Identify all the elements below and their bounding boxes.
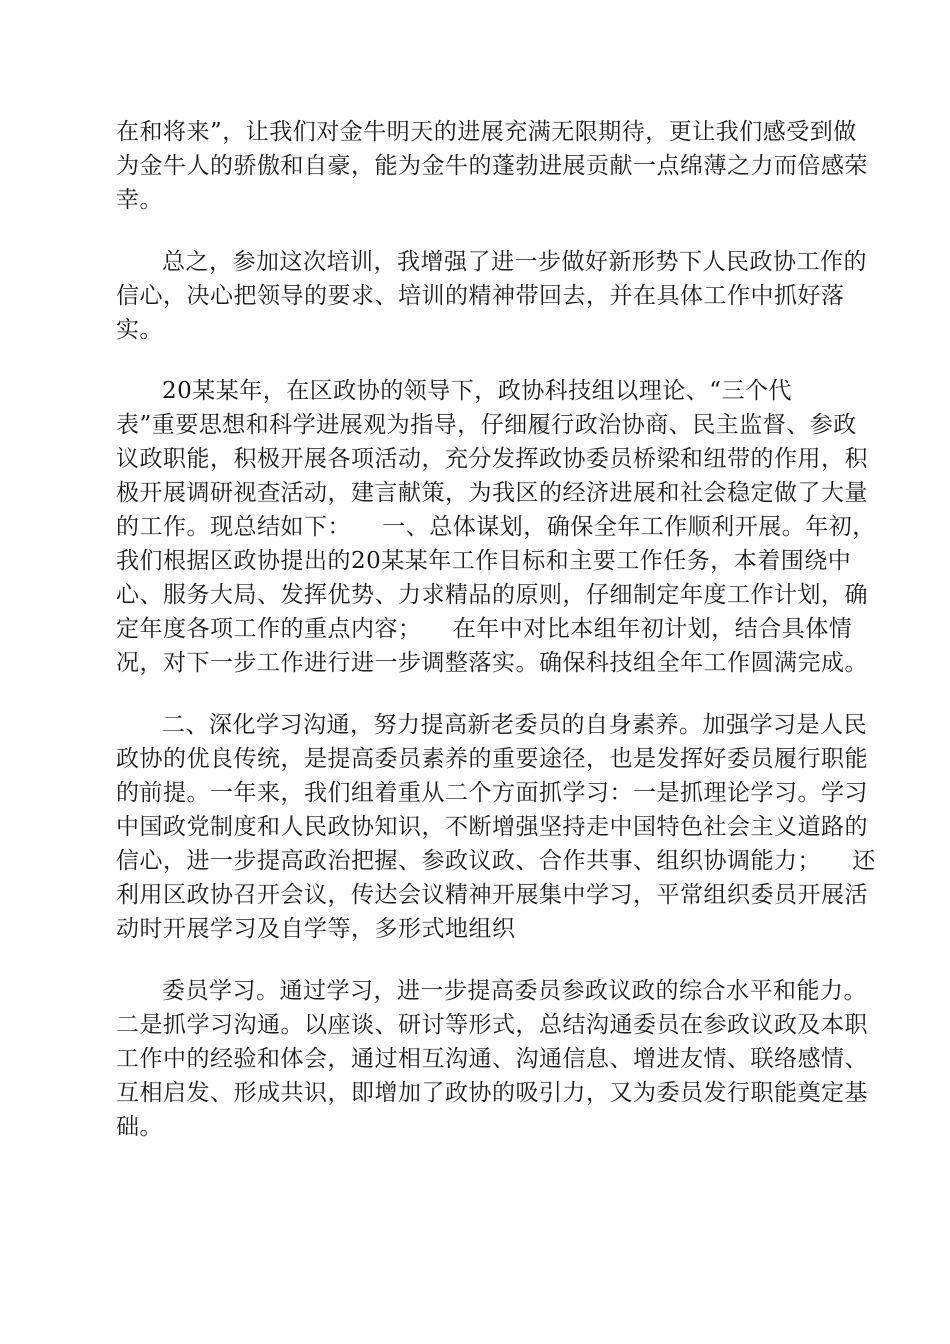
text-line: 表”重要思想和科学进展观为指导，仔细履行政治协商、民主监督、参政: [116, 412, 857, 438]
text-line: 政协的优良传统，是提高委员素养的重要途径，也是发挥好委员履行职能: [116, 746, 868, 772]
text-line: 极开展调研视查活动，建言献策，为我区的经济进展和社会稳定做了大量: [116, 480, 868, 506]
text-line: 为金牛人的骄傲和自豪，能为金牛的蓬勃进展贡献一点绵薄之力而倍感荣: [116, 153, 868, 179]
text-line: 在和将来”，让我们对金牛明天的进展充满无限期待，更让我们感受到做: [116, 119, 857, 145]
text-line: 的前提。一年来，我们组着重从二个方面抓学习：一是抓理论学习。学习: [116, 780, 868, 806]
text-line: 委员学习。通过学习，进一步提高委员参政议政的综合水平和能力。: [162, 978, 867, 1004]
text-line: 定年度各项工作的重点内容； 在年中对比本组年初计划，结合具体情: [116, 616, 853, 642]
text-line: 的工作。现总结如下： 一、总体谋划，确保全年工作顺利开展。年初，: [116, 514, 876, 540]
text-line: 二、深化学习沟通，努力提高新老委员的自身素养。加强学习是人民: [162, 712, 867, 738]
text-line: 信心，进一步提高政治把握、参政议政、合作共事、组织协调能力； 还: [116, 848, 876, 874]
text-line: 二是抓学习沟通。以座谈、研讨等形式，总结沟通委员在参政议政及本职: [116, 1012, 868, 1038]
text-line: 中国政党制度和人民政协知识，不断增强坚持走中国特色社会主义道路的: [116, 814, 868, 840]
text-line: 信心，决心把领导的要求、培训的精神带回去，并在具体工作中抓好落: [116, 283, 845, 309]
text-line: 利用区政协召开会议，传达会议精神开展集中学习，平常组织委员开展活: [116, 882, 868, 908]
text-line: 议政职能，积极开展各项活动，充分发挥政协委员桥梁和纽带的作用，积: [116, 446, 868, 472]
text-line: 互相启发、形成共识，即增加了政协的吸引力，又为委员发行职能奠定基: [116, 1080, 868, 1106]
text-line: 实。: [116, 317, 163, 343]
text-line: 心、服务大局、发挥优势、力求精品的原则，仔细制定年度工作计划，确: [116, 582, 868, 608]
text-line: 工作中的经验和体会，通过相互沟通、沟通信息、增进友情、联络感情、: [116, 1046, 868, 1072]
text-line: 总之，参加这次培训，我增强了进一步做好新形势下人民政协工作的: [162, 249, 867, 275]
text-line: 况，对下一步工作进行进一步调整落实。确保科技组全年工作圆满完成。: [116, 650, 868, 676]
text-line: 20某某年，在区政协的领导下，政协科技组以理论、“三个代: [162, 378, 793, 404]
text-line: 础。: [116, 1114, 163, 1140]
text-line: 我们根据区政协提出的20某某年工作目标和主要工作任务，本着围绕中: [116, 548, 852, 574]
text-line: 幸。: [116, 187, 163, 213]
text-line: 动时开展学习及自学等，多形式地组织: [116, 916, 516, 942]
